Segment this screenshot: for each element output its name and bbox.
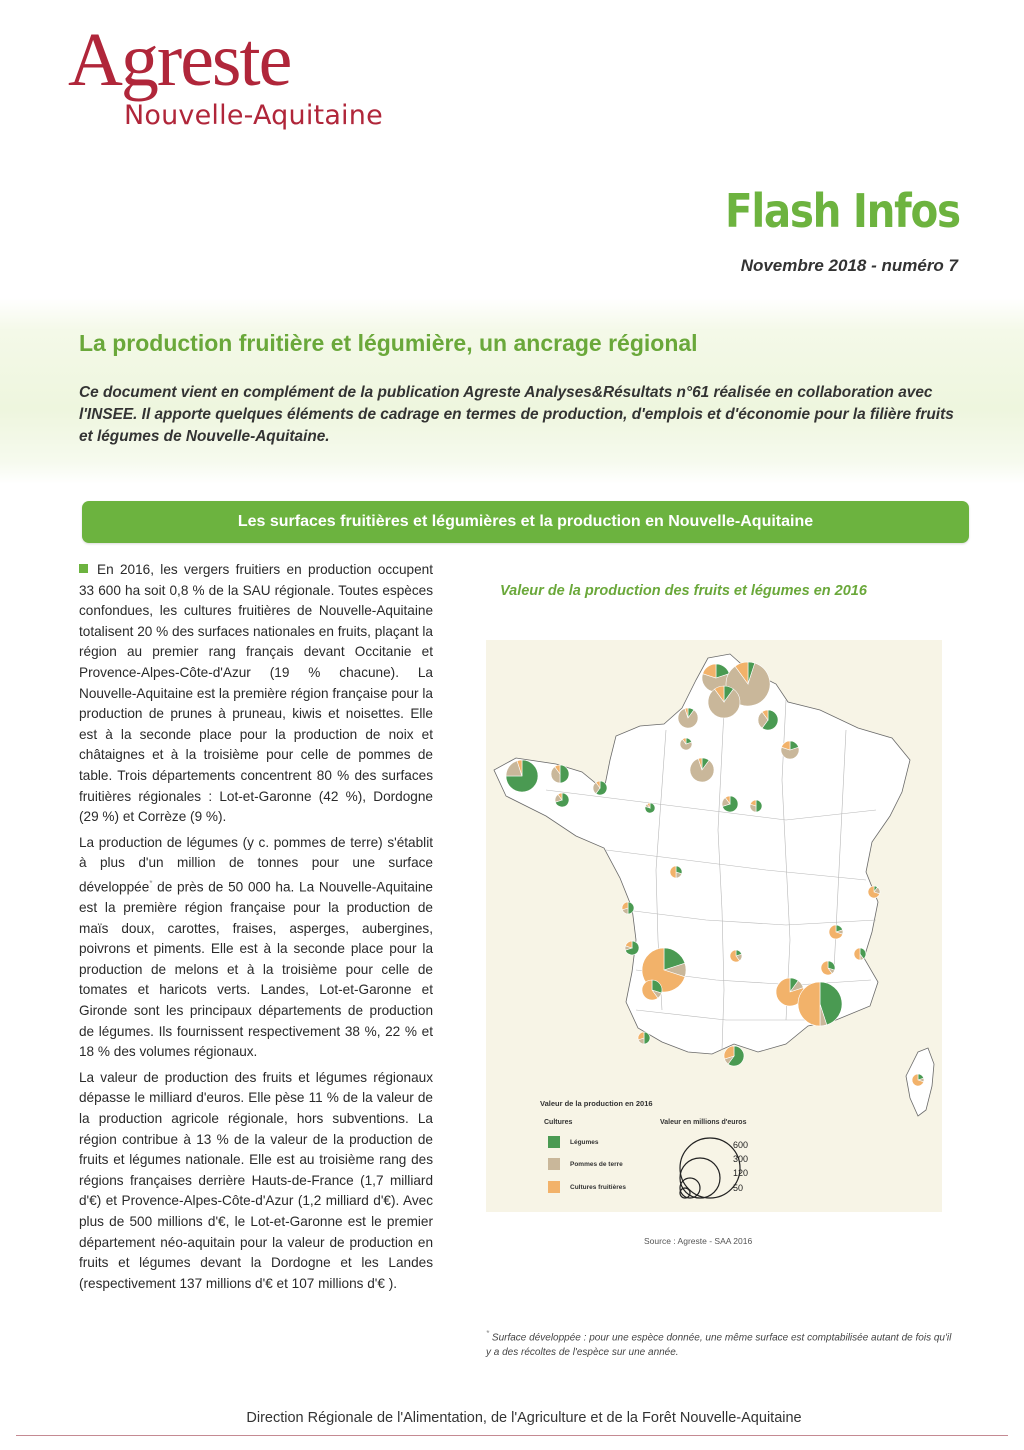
paragraph-2-text-b: de près de 50 000 ha. La Nouvelle-Aquitaine est la première région française pour la production de maïs doux, carottes, fraises, asperges, aubergines, poivrons et piments. Elle est à la seconde place pour la production de melons et à la troisième pour celle de tomates et haricots verts. Landes, Lot-et-Garonne et Gironde sont les principaux départements de production de légumes. Ils fournissent respectivement 38 %, 22 % et 18 % des volumes régionaux. <box>79 879 433 1060</box>
size-circle-600 <box>680 1138 740 1198</box>
legend-swatch-legumes <box>548 1136 560 1148</box>
agreste-logo: Agreste <box>68 18 291 102</box>
legend-swatch-cultures-fruitieres <box>548 1181 560 1193</box>
france-map <box>494 654 934 1116</box>
france-outline <box>494 654 910 1054</box>
paragraph-3: La valeur de production des fruits et légumes régionaux dépasse le milliard d'euros. Elle pèse 11 % de la valeur de la production agricole régionale, hors subventions. La région contribue à 13 % de la valeur de la production de fruits et légumes nationale. Elle est au troisième rang des régions françaises derrière Hauts-de-France (1,7 milliard d'€) et Provence-Alpes-Côte-d'Azur (1,2 milliard d'€). Avec plus de 500 millions d'€, le Lot-et-Garonne est le premier département néo-aquitain pour la valeur de production en fruits et légumes devant la Dordogne et les Landes (respectivement 137 millions d'€ et 107 millions d'€ ). <box>79 1069 433 1291</box>
intro-text: Ce document vient en complément de la publication Agreste Analyses&Résultats n°61 réalisée en collaboration avec l'INSEE. Il apporte quelques éléments de cadrage en termes de production, d'emplois et d'économie pour la filière fruits et légumes de Nouvelle-Aquitaine. <box>79 384 954 445</box>
legend-swatch-pommes-de-terre <box>548 1158 560 1170</box>
footnote-text: Surface développée : pour une espèce donnée, une même surface est comptabilisée autant de fois qu'il y a des récoltes de l'espèce sur une année. <box>486 1332 952 1359</box>
section-heading <box>82 501 969 543</box>
issue-date: Novembre 2018 - numéro 7 <box>740 256 958 275</box>
france-map-figure <box>486 640 942 1212</box>
legend-cultures-label: Cultures <box>544 1119 573 1126</box>
size-label-50: 50 <box>733 1183 744 1193</box>
legend-label-legumes: Légumes <box>570 1139 599 1146</box>
footer-rule <box>16 1435 1008 1436</box>
footer-text: Direction Régionale de l'Alimentation, de l'Agriculture et de la Forêt Nouvelle-Aquitaine <box>246 1410 802 1426</box>
size-label-120: 120 <box>733 1168 749 1178</box>
footnote-marker-note: * <box>486 1329 490 1338</box>
paragraph-2 <box>79 833 433 1063</box>
legend-label-cultures-fruitieres: Cultures fruitières <box>570 1184 626 1191</box>
legend-label-pommes-de-terre: Pommes de terre <box>570 1161 623 1168</box>
size-circle-300 <box>680 1158 720 1198</box>
bullet-square-icon <box>79 564 88 573</box>
size-legend <box>680 1138 740 1198</box>
legend-value-label: Valeur en millions d'euros <box>660 1119 747 1126</box>
paragraph-2-text-a: La production de légumes (y c. pommes de terre) s'établit à plus d'un million de tonnes pour une surface développée <box>79 834 433 895</box>
footnote-marker: * <box>149 878 153 888</box>
region-name: Nouvelle-Aquitaine <box>124 100 383 131</box>
size-label-600: 600 <box>733 1140 749 1150</box>
intro-title: La production fruitière et légumière, un ancrage régional <box>79 330 698 356</box>
flash-infos-title: Flash Infos <box>725 184 960 238</box>
map-source: Source : Agreste - SAA 2016 <box>644 1236 753 1246</box>
legend-title: Valeur de la production en 2016 <box>540 1099 653 1108</box>
paragraph-1-text: En 2016, les vergers fruitiers en production occupent 33 600 ha soit 0,8 % de la SAU régionale. Toutes espèces confondues, les cultures fruitières de Nouvelle-Aquitaine totalisent 20 % des surfaces nationales en fruits, plaçant la région au premier rang français devant Occitanie et Provence-Alpes-Côte-d'Azur (19 % chacune). La Nouvelle-Aquitaine est la première région française pour la production de prunes à pruneau, kiwis et noisettes. Elle est à la seconde place pour la production de noix et châtaignes et à la troisième pour celle de pommes de table. Trois départements concentrent 80 % des surfaces fruitières régionales : Lot-et-Garonne (42 %), Dordogne (29 %) et Corrèze (9 %). <box>79 562 433 825</box>
paragraph-1 <box>79 560 433 828</box>
footnote <box>486 1326 956 1360</box>
size-label-300: 300 <box>733 1154 749 1164</box>
section-heading-label: Les surfaces fruitières et légumières et la production en Nouvelle-Aquitaine <box>237 513 814 530</box>
map-title: Valeur de la production des fruits et légumes en 2016 <box>500 583 867 599</box>
body-text <box>79 560 433 1299</box>
